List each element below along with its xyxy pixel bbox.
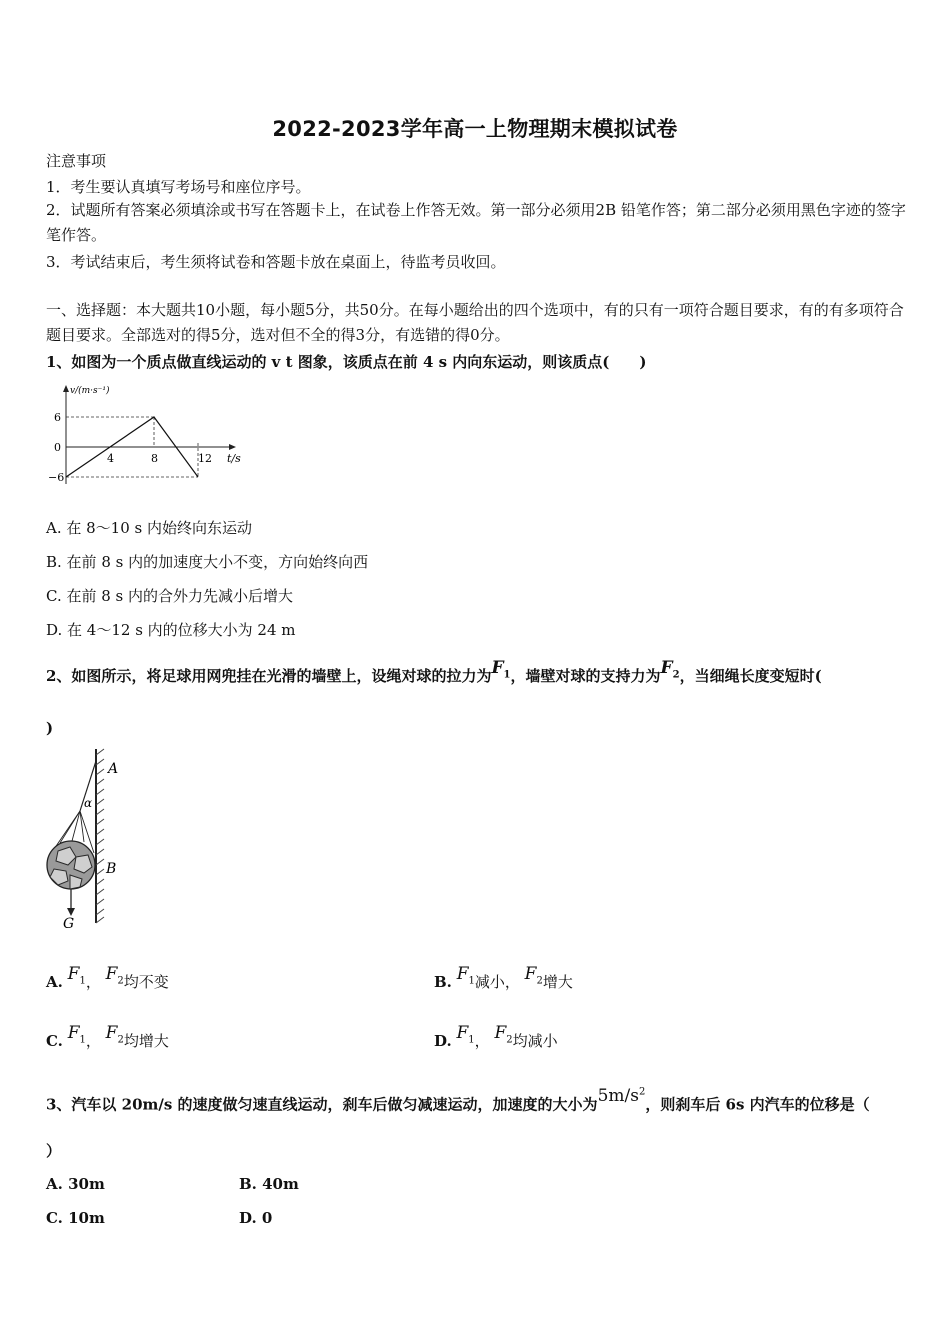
ytick-0: 0 — [54, 441, 61, 454]
notice-item-2: 2．试题所有答案必须填涂或书写在答题卡上，在试卷上作答无效。第一部分必须用2B 铅笔作答；第二部分必须用黑色字迹的签字笔作答。 — [46, 201, 906, 244]
xtick-4: 4 — [107, 452, 114, 465]
q2-stem-part-c: ，当细绳长度变短时( — [679, 667, 822, 685]
q2-option-a: A. $F_1$， $F_2$均不变 — [46, 964, 169, 991]
q2-stem-part-a: 2、如图所示，将足球用网兜挂在光滑的墙壁上，设绳对球的拉力为 — [46, 667, 492, 685]
xtick-12: 12 — [198, 452, 212, 465]
q3-accel: $5m/s^2$ — [597, 1085, 646, 1106]
notice-heading: 注意事项 — [46, 152, 107, 170]
q2-option-c: C. $F_1$， $F_2$均增大 — [46, 1023, 169, 1050]
q3-stem — [46, 1085, 870, 1115]
ytick-6: 6 — [54, 411, 61, 424]
q3-stem-part-a: 3、汽车以 20m/s 的速度做匀速直线运动，刹车后做匀减速运动，加速度的大小为 — [46, 1095, 598, 1114]
section-intro: 一、选择题：本大题共10小题，每小题5分，共50分。在每小题给出的四个选项中，有的只有一项符合题目要求，有的有多项符合题目要求。全部选对的得5分，选对但不全的得3分，有选错的得0分。 — [46, 301, 904, 344]
q2-f2-symbol: $F_2$ — [660, 658, 680, 681]
label-a: A — [108, 761, 119, 777]
q3-option-d: D. 0 — [239, 1209, 273, 1227]
notice-item-1: 1．考生要认真填写考场号和座位序号。 — [46, 178, 311, 196]
q3-stem-end: ） — [46, 1142, 62, 1160]
page-title: 2022-2023学年高一上物理期末模拟试卷 — [272, 117, 678, 141]
q2-option-d: D. $F_1$， $F_2$均减小 — [434, 1023, 558, 1050]
xtick-8: 8 — [151, 452, 158, 465]
q1-option-c: C. 在前 8 s 内的合外力先减小后增大 — [46, 587, 294, 605]
q3-stem-part-b: ，则刹车后 6s 内汽车的位移是（ — [645, 1095, 870, 1114]
q1-option-b: B. 在前 8 s 内的加速度大小不变，方向始终向西 — [46, 553, 369, 571]
label-g: G — [63, 916, 75, 932]
q1-stem: 1、如图为一个质点做直线运动的 v t 图象，该质点在前 4 s 内向东运动，则该质点( ) — [46, 353, 647, 371]
q3-option-c: C. 10m — [46, 1209, 105, 1227]
label-b: B — [106, 861, 117, 877]
q1-option-a: A. 在 8～10 s 内始终向东运动 — [46, 519, 253, 537]
q1-vt-chart — [40, 380, 250, 490]
label-alpha: α — [84, 796, 93, 810]
q2-option-b: B. $F_1$减小， $F_2$增大 — [434, 964, 573, 991]
q2-f1-symbol: $F_1$ — [491, 658, 511, 681]
q2-stem-end: ) — [46, 719, 54, 737]
ytick-neg6: −6 — [48, 471, 65, 484]
x-axis-label: t/s — [227, 452, 241, 465]
y-axis-arrow — [63, 385, 69, 392]
notice-item-3: 3．考试结束后，考生须将试卷和答题卡放在桌面上，待监考员收回。 — [46, 253, 506, 271]
q2-stem-part-b: ，墙壁对球的支持力为 — [510, 667, 661, 685]
q3-option-b: B. 40m — [239, 1175, 299, 1193]
y-axis-label: v/(m·s⁻¹) — [70, 386, 110, 396]
q2-stem — [46, 658, 822, 693]
q2-ball-wall-figure — [40, 745, 135, 935]
q3-option-a: A. 30m — [46, 1175, 105, 1193]
q1-option-d: D. 在 4～12 s 内的位移大小为 24 m — [46, 621, 296, 639]
x-axis-arrow — [229, 444, 236, 450]
